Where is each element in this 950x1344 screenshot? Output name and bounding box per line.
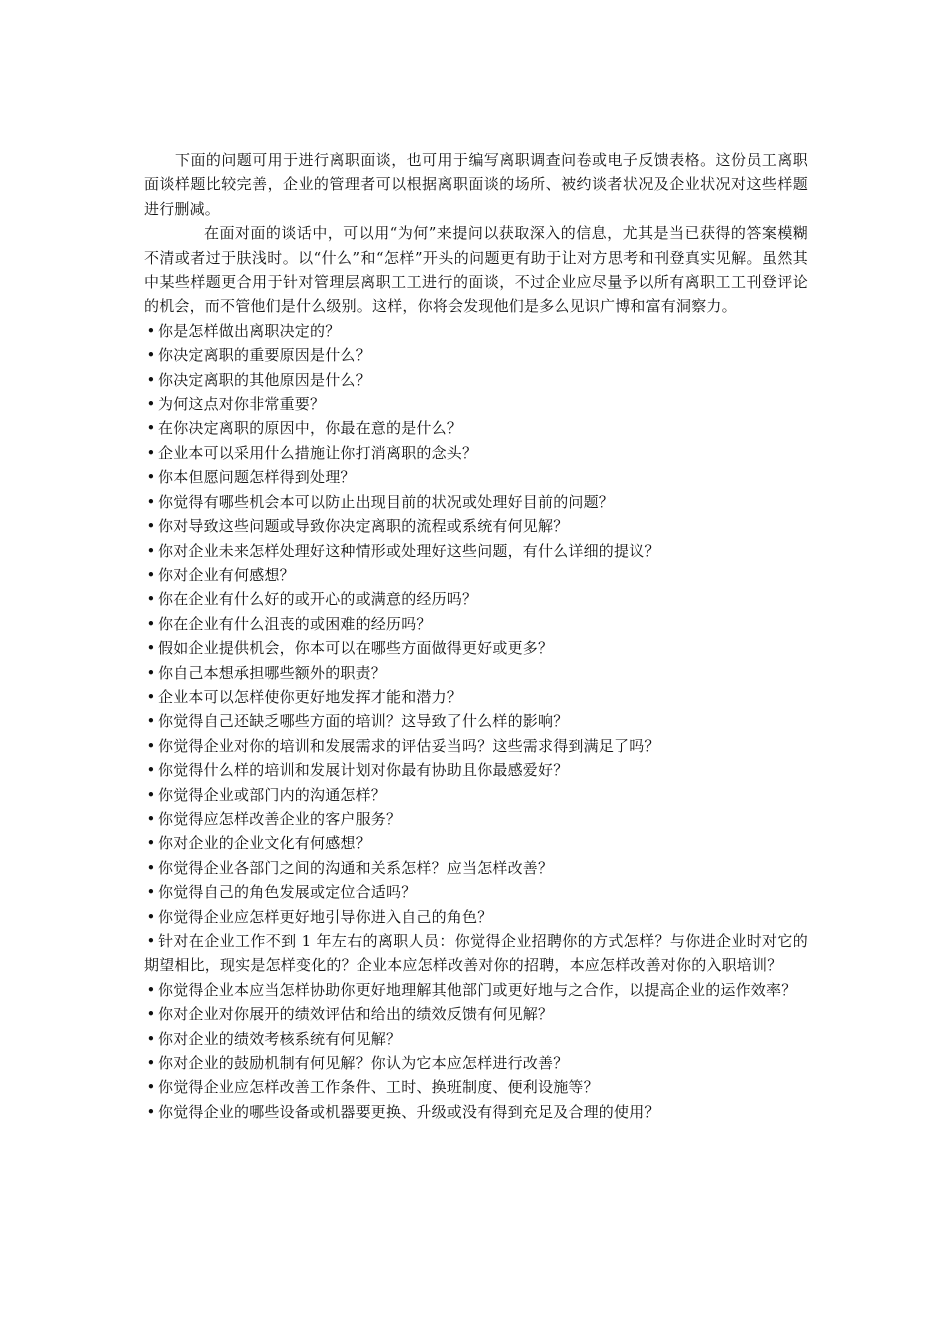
question-list xyxy=(144,319,808,1124)
question-text: 你对导致这些问题或导致你决定离职的流程或系统有何见解？ xyxy=(158,517,569,536)
question-text: 你对企业的企业文化有何感想？ xyxy=(158,834,371,853)
list-item xyxy=(144,1002,808,1026)
list-item xyxy=(144,319,808,343)
question-text: 你决定离职的重要原因是什么？ xyxy=(158,346,371,365)
bullet-icon: • xyxy=(146,663,156,682)
question-text: 你觉得企业应怎样更好地引导你进入自己的角色？ xyxy=(158,907,493,926)
question-text: 你在企业有什么沮丧的或困难的经历吗？ xyxy=(158,614,432,633)
intro-paragraph-1: 下面的问题可用于进行离职面谈，也可用于编写离职调查问卷或电子反馈表格。这份员工离职面谈样题比较完善，企业的管理者可以根据离职面谈的场所、被约谈者状况及企业状况对这些样题进行删减。 xyxy=(144,151,808,218)
list-item xyxy=(144,661,808,685)
bullet-icon: • xyxy=(146,907,156,926)
list-item xyxy=(144,514,808,538)
list-item xyxy=(144,734,808,758)
bullet-icon: • xyxy=(146,492,156,511)
list-item xyxy=(144,392,808,416)
question-text: 你觉得企业的哪些设备或机器要更换、升级或没有得到充足及合理的使用？ xyxy=(158,1102,660,1121)
question-text: 假如企业提供机会，你本可以在哪些方面做得更好或更多？ xyxy=(158,639,554,658)
intro-paragraph-2: 在面对面的谈话中，可以用“为何”来提问以获取深入的信息，尤其是当已获得的答案模糊不清或者过于肤浅时。以“什么”和“怎样”开头的问题更有助于让对方思考和刊登真实见解。虽然其中某些样题更合用于针对管理层离职工工进行的面谈，不过企业应尽量予以所有离职工工刊登评论的机会，而不管他们是什么级别。这样，你将会发现他们是多么见识广博和富有洞察力。 xyxy=(144,224,808,316)
list-item xyxy=(144,709,808,733)
question-text: 你对企业对你展开的绩效评估和给出的绩效反馈有何见解？ xyxy=(158,1005,554,1024)
list-item xyxy=(144,783,808,807)
question-text: 你对企业的绩效考核系统有何见解？ xyxy=(158,1029,402,1048)
list-item xyxy=(144,831,808,855)
question-text: 你觉得企业本应当怎样协助你更好地理解其他部门或更好地与之合作，以提高企业的运作效率？ xyxy=(158,980,797,999)
question-text: 针对在企业工作不到 1 年左右的离职人员：你觉得企业招聘你的方式怎样？与你进企业时对它的期望相比，现实是怎样变化的？企业本应怎样改善对你的招聘，本应怎样改善对你的入职培训？ xyxy=(144,932,808,975)
bullet-icon: • xyxy=(146,565,156,584)
list-item xyxy=(144,1075,808,1099)
list-item xyxy=(144,978,808,1002)
question-text: 你自己本想承担哪些额外的职责？ xyxy=(158,663,387,682)
list-item xyxy=(144,416,808,440)
bullet-icon: • xyxy=(146,736,156,755)
bullet-icon: • xyxy=(146,932,156,950)
list-item xyxy=(144,612,808,636)
question-text: 企业本可以怎样使你更好地发挥才能和潜力？ xyxy=(158,687,463,706)
question-text: 你对企业有何感想？ xyxy=(158,565,295,584)
list-item xyxy=(144,636,808,660)
question-text: 为何这点对你非常重要？ xyxy=(158,395,326,414)
question-text: 你本但愿问题怎样得到处理？ xyxy=(158,468,356,487)
list-item xyxy=(144,685,808,709)
list-item xyxy=(144,563,808,587)
bullet-icon: • xyxy=(146,687,156,706)
bullet-icon: • xyxy=(146,1005,156,1024)
question-text: 你在企业有什么好的或开心的或满意的经历吗？ xyxy=(158,590,478,609)
bullet-icon: • xyxy=(146,468,156,487)
list-item xyxy=(144,1051,808,1075)
question-text: 你觉得自己的角色发展或定位合适吗？ xyxy=(158,883,417,902)
bullet-icon: • xyxy=(146,858,156,877)
list-item xyxy=(144,368,808,392)
list-item xyxy=(144,807,808,831)
bullet-icon: • xyxy=(146,517,156,536)
question-text: 你决定离职的其他原因是什么？ xyxy=(158,370,371,389)
bullet-icon: • xyxy=(146,785,156,804)
document-body xyxy=(144,148,808,1124)
list-item xyxy=(144,758,808,782)
bullet-icon: • xyxy=(146,1029,156,1048)
bullet-icon: • xyxy=(146,883,156,902)
bullet-icon: • xyxy=(146,1078,156,1097)
question-text: 你对企业的鼓励机制有何见解？你认为它本应怎样进行改善？ xyxy=(158,1054,569,1073)
list-item xyxy=(144,1100,808,1124)
question-text: 你对企业未来怎样处理好这种情形或处理好这些问题，有什么详细的提议？ xyxy=(158,541,660,560)
question-text: 在你决定离职的原因中，你最在意的是什么？ xyxy=(158,419,463,438)
question-text: 你觉得有哪些机会本可以防止出现目前的状况或处理好目前的问题？ xyxy=(158,492,615,511)
bullet-icon: • xyxy=(146,1102,156,1121)
question-text: 企业本可以采用什么措施让你打消离职的念头？ xyxy=(158,443,478,462)
bullet-icon: • xyxy=(146,346,156,365)
bullet-icon: • xyxy=(146,1054,156,1073)
list-item xyxy=(144,880,808,904)
bullet-icon: • xyxy=(146,541,156,560)
bullet-icon: • xyxy=(146,321,156,340)
bullet-icon: • xyxy=(146,614,156,633)
bullet-icon: • xyxy=(146,590,156,609)
list-item xyxy=(144,539,808,563)
bullet-icon: • xyxy=(146,639,156,658)
list-item xyxy=(144,587,808,611)
list-item xyxy=(144,441,808,465)
question-text: 你是怎样做出离职决定的？ xyxy=(158,321,341,340)
list-item xyxy=(144,343,808,367)
bullet-icon: • xyxy=(146,395,156,414)
bullet-icon: • xyxy=(146,980,156,999)
question-text: 你觉得企业应怎样改善工作条件、工时、换班制度、便利设施等？ xyxy=(158,1078,599,1097)
bullet-icon: • xyxy=(146,712,156,731)
bullet-icon: • xyxy=(146,834,156,853)
list-item xyxy=(144,905,808,929)
bullet-icon: • xyxy=(146,809,156,828)
question-text: 你觉得什么样的培训和发展计划对你最有协助且你最感爱好？ xyxy=(158,761,569,780)
bullet-icon: • xyxy=(146,370,156,389)
question-text: 你觉得企业对你的培训和发展需求的评估妥当吗？这些需求得到满足了吗？ xyxy=(158,736,660,755)
list-item xyxy=(144,929,808,978)
bullet-icon: • xyxy=(146,443,156,462)
list-item xyxy=(144,465,808,489)
list-item xyxy=(144,490,808,514)
question-text: 你觉得应怎样改善企业的客户服务？ xyxy=(158,809,402,828)
question-text: 你觉得自己还缺乏哪些方面的培训？这导致了什么样的影响？ xyxy=(158,712,569,731)
list-item xyxy=(144,1027,808,1051)
list-item xyxy=(144,856,808,880)
question-text: 你觉得企业各部门之间的沟通和关系怎样？应当怎样改善？ xyxy=(158,858,554,877)
bullet-icon: • xyxy=(146,761,156,780)
bullet-icon: • xyxy=(146,419,156,438)
question-text: 你觉得企业或部门内的沟通怎样？ xyxy=(158,785,387,804)
